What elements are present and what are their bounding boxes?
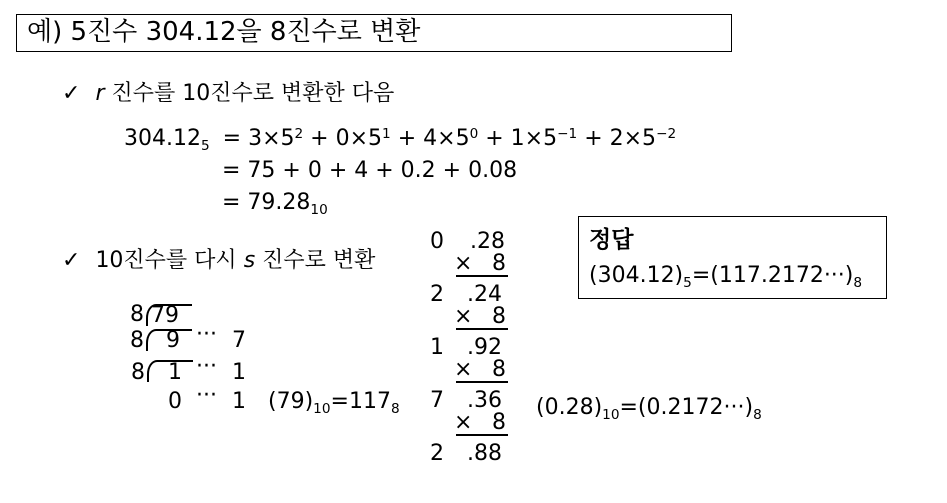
exp-4: −1 <box>557 125 578 142</box>
step1-text: 진수를 10진수로 변환한 다음 <box>104 81 395 106</box>
term-4: + 1×5 <box>478 126 558 151</box>
integer-digit: 7 <box>430 388 444 413</box>
fraction: .92 <box>467 335 502 360</box>
fraction: .24 <box>467 282 502 307</box>
answer-base: (304.12) <box>589 263 684 288</box>
exp-1: 2 <box>294 125 304 142</box>
integer-digit: 2 <box>430 441 444 466</box>
answer-val-sub: 8 <box>853 274 863 291</box>
equation-lhs-base: 5 <box>200 137 210 154</box>
multiplier: 8 <box>492 410 506 435</box>
fraction-result-val-sub: 8 <box>753 406 762 423</box>
answer-box <box>578 216 887 299</box>
integer-digit: 2 <box>430 282 444 307</box>
times-sign: × <box>454 304 473 329</box>
multiplication-line <box>456 381 508 383</box>
times-sign: × <box>454 251 473 276</box>
ellipsis: ··· <box>196 383 217 408</box>
remainder: 1 <box>232 360 246 385</box>
fraction-result-base: (0.28) <box>536 395 603 420</box>
multiplication-line <box>456 275 508 277</box>
fraction: .36 <box>467 388 502 413</box>
answer-title: 정답 <box>589 227 634 253</box>
integer-digit: 0 <box>430 229 444 254</box>
step2-text-post: 진수로 변환 <box>255 248 376 273</box>
step2-heading <box>62 250 375 272</box>
answer-val: =(117.2172···) <box>691 263 854 288</box>
integer-result <box>268 389 400 417</box>
integer-digit: 1 <box>430 335 444 360</box>
exp-3: 0 <box>469 125 479 142</box>
fraction: .28 <box>470 229 505 254</box>
equation-line-1 <box>124 125 677 154</box>
remainder: 7 <box>232 328 246 353</box>
checkmark-icon: ✓ <box>62 81 81 106</box>
integer-result-base-sub: 10 <box>313 400 331 417</box>
multiplier: 8 <box>492 251 506 276</box>
fraction-result <box>536 395 762 423</box>
times-sign: × <box>454 410 473 435</box>
term-3: + 4×5 <box>390 126 470 151</box>
term-5: + 2×5 <box>577 126 657 151</box>
equation-line-3 <box>222 190 328 218</box>
step1-heading <box>62 83 394 105</box>
equation-lhs: 304.12 <box>124 126 201 151</box>
dividend: 79 <box>151 303 179 328</box>
example-title <box>16 14 732 52</box>
example-title-text: 예) 5진수 304.12을 8진수로 변환 <box>27 17 421 47</box>
step2-text-pre: 10진수를 다시 <box>95 248 244 273</box>
equation-line-2-text: = 75 + 0 + 4 + 0.2 + 0.08 <box>222 158 518 183</box>
integer-result-base: (79) <box>268 389 314 414</box>
times-sign: × <box>454 357 473 382</box>
divisor: 8 <box>130 328 144 353</box>
term-2: + 0×5 <box>303 126 383 151</box>
equation-line-3-base: 10 <box>310 201 328 218</box>
equation-line-3-text: = 79.28 <box>222 190 311 215</box>
remainder: 1 <box>232 389 246 414</box>
exp-2: 1 <box>382 125 391 142</box>
exp-5: −2 <box>656 125 677 142</box>
step1-variable: r <box>95 81 105 106</box>
answer-base-sub: 5 <box>683 274 692 291</box>
quotient: 0 <box>168 389 182 414</box>
fraction-result-val: =(0.2172···) <box>619 395 754 420</box>
integer-result-val-sub: 8 <box>390 400 400 417</box>
ellipsis: ··· <box>196 322 217 347</box>
divisor: 8 <box>130 302 144 327</box>
dividend: 9 <box>166 328 180 353</box>
equation-line-2 <box>222 160 517 182</box>
divisor: 8 <box>131 360 145 385</box>
ellipsis: ··· <box>196 354 217 379</box>
checkmark-icon: ✓ <box>62 248 81 273</box>
dividend: 1 <box>168 360 182 385</box>
answer-value <box>589 263 863 291</box>
multiplier: 8 <box>492 304 506 329</box>
integer-result-val: =117 <box>330 389 391 414</box>
fraction: .88 <box>467 441 502 466</box>
step2-variable: s <box>243 248 256 273</box>
multiplication-line <box>456 328 508 330</box>
fraction-result-base-sub: 10 <box>602 406 620 423</box>
term-1: = 3×5 <box>222 126 295 151</box>
multiplication-line <box>456 434 508 436</box>
multiplier: 8 <box>492 357 506 382</box>
